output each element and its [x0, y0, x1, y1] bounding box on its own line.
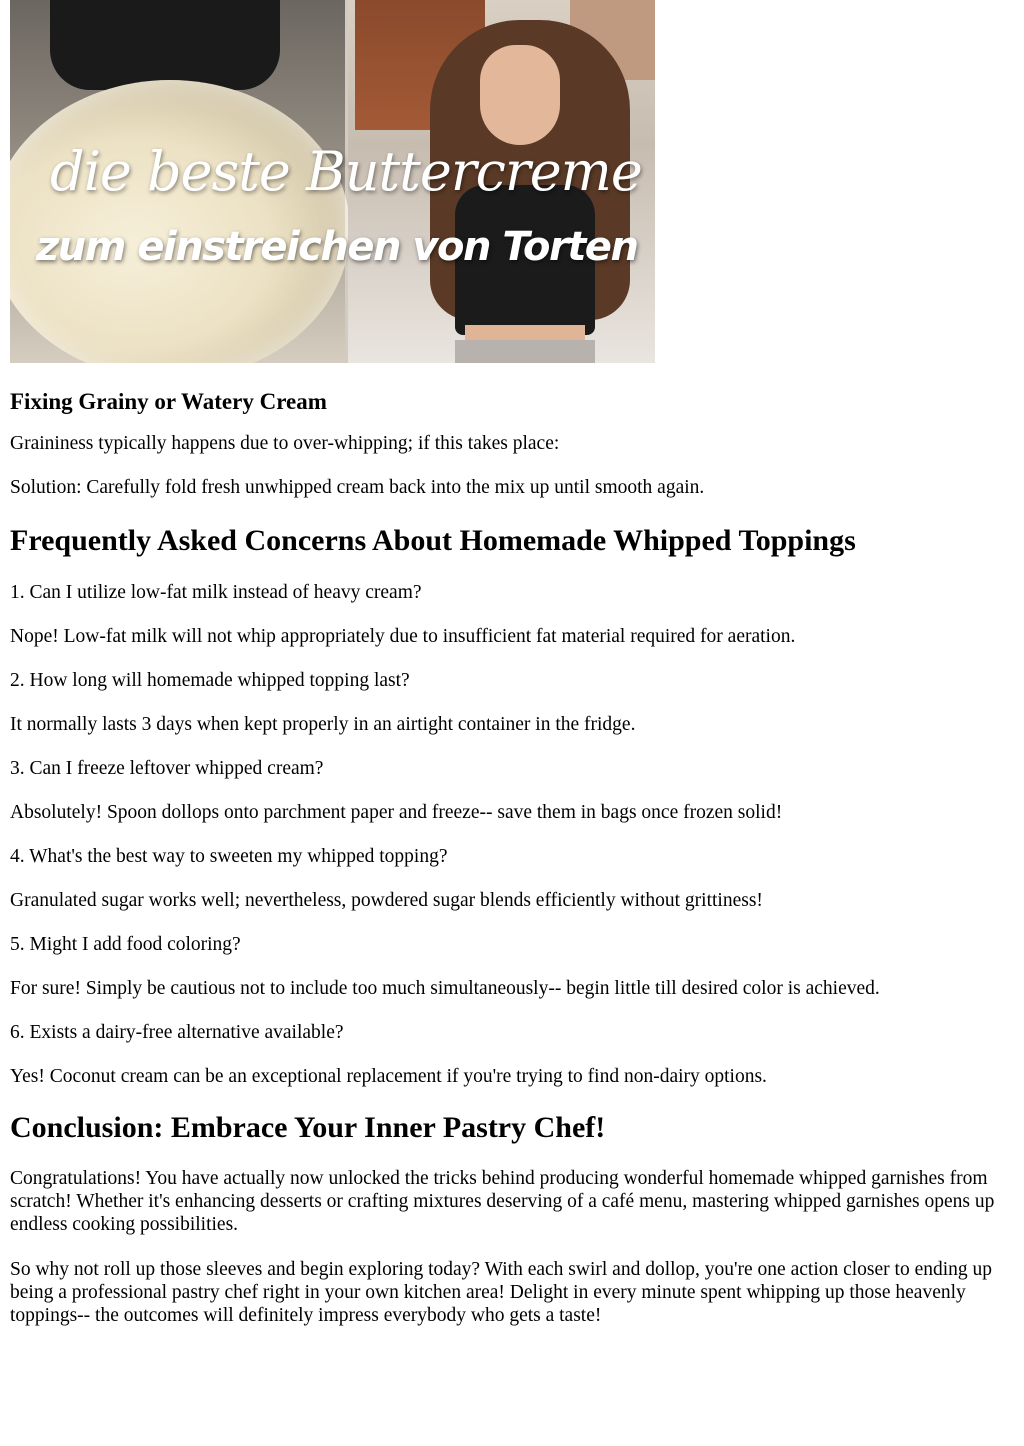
article-page — [10, 0, 1010, 1327]
faq-question: 2. How long will homemade whipped topping last? — [10, 670, 410, 691]
conclusion-heading: Conclusion: Embrace Your Inner Pastry Chef! — [10, 1111, 606, 1144]
paragraph: Congratulations! You have actually now unlocked the tricks behind producing wonderful homemade whipped garnishes from scratch! Whether it's enhancing desserts or crafting mixtures deserving of a café menu, mastering whipped garnishes opens up endless cooking possibilities. — [10, 1168, 995, 1235]
hero-title-line1: die beste Buttercreme — [50, 140, 642, 203]
hero-shirt-shape — [50, 0, 280, 90]
section-heading: Fixing Grainy or Watery Cream — [10, 389, 327, 414]
faq-question: 4. What's the best way to sweeten my whipped topping? — [10, 846, 448, 867]
faq-heading: Frequently Asked Concerns About Homemade Whipped Toppings — [10, 524, 856, 557]
conclusion-section — [10, 1167, 1010, 1327]
hero-title-line2: zum einstreichen von Torten — [36, 224, 638, 270]
faq-answer: Nope! Low-fat milk will not whip appropriately due to insufficient fat material required for aeration. — [10, 626, 796, 647]
faq-answer: For sure! Simply be cautious not to include too much simultaneously-- begin little till desired color is achieved. — [10, 978, 880, 999]
faq-question: 6. Exists a dairy-free alternative available? — [10, 1022, 344, 1043]
faq-question: 1. Can I utilize low-fat milk instead of heavy cream? — [10, 582, 422, 603]
paragraph: So why not roll up those sleeves and begin exploring today? With each swirl and dollop, you're one action closer to ending up being a professional pastry chef right in your own kitchen area! Delight in every minute spent whipping up those heavenly toppings-- the outcomes will definitely impress everybody who gets a taste! — [10, 1259, 993, 1326]
paragraph: Graininess typically happens due to over-whipping; if this takes place: — [10, 433, 560, 454]
paragraph: Solution: Carefully fold fresh unwhipped cream back into the mix up until smooth again. — [10, 477, 705, 498]
section-grainy-cream — [10, 388, 1010, 499]
faq-list — [10, 581, 1010, 1088]
faq-answer: Absolutely! Spoon dollops onto parchment paper and freeze-- save them in bags once frozen solid! — [10, 802, 783, 823]
faq-answer: Granulated sugar works well; nevertheless, powdered sugar blends efficiently without grittiness! — [10, 890, 763, 911]
faq-answer: It normally lasts 3 days when kept properly in an airtight container in the fridge. — [10, 714, 636, 735]
hero-person-skirt — [455, 340, 595, 363]
hero-image — [10, 0, 655, 363]
faq-answer: Yes! Coconut cream can be an exceptional replacement if you're trying to find non-dairy options. — [10, 1066, 767, 1087]
faq-question: 5. Might I add food coloring? — [10, 934, 241, 955]
faq-question: 3. Can I freeze leftover whipped cream? — [10, 758, 324, 779]
hero-person-face — [480, 45, 560, 145]
